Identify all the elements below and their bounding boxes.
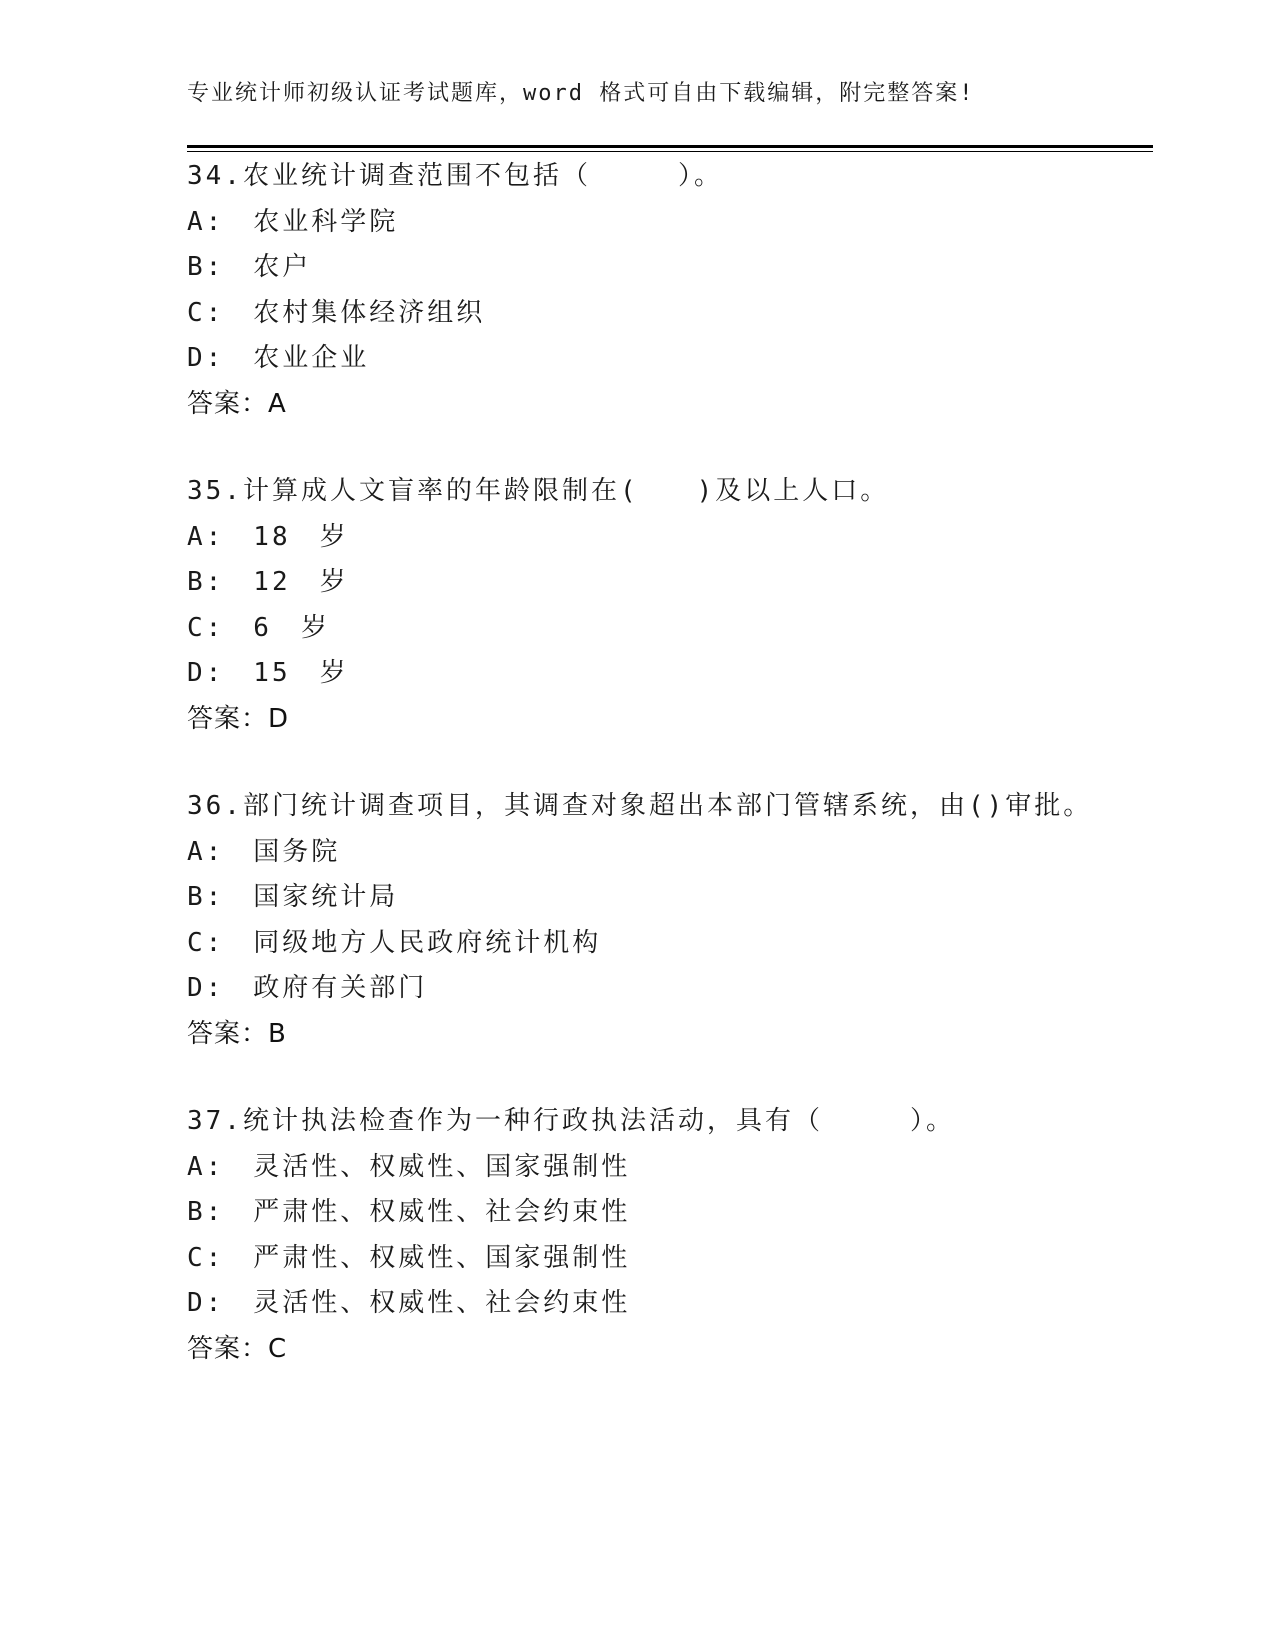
- option-c: C: 同级地方人民政府统计机构: [187, 927, 602, 958]
- option-b: B: 严肃性、权威性、社会约束性: [187, 1197, 631, 1227]
- option-a: A: 农业科学院: [187, 206, 399, 237]
- option-c: C: 6 岁: [187, 612, 330, 643]
- question-34: [187, 154, 1153, 427]
- question-stem: 34.农业统计调查范围不包括（ ）。: [187, 161, 723, 191]
- question-stem: 36.部门统计调查项目，其调查对象超出本部门管辖系统，由()审批。: [187, 791, 1093, 821]
- option-a: A: 国务院: [187, 836, 341, 867]
- question-36: [187, 784, 1153, 1057]
- option-b: B: 12 岁: [187, 567, 349, 597]
- option-d: D: 农业企业: [187, 343, 370, 373]
- answer: 答案：D: [187, 703, 290, 734]
- answer: 答案：A: [187, 388, 287, 419]
- option-b: B: 国家统计局: [187, 882, 399, 912]
- option-c: C: 农村集体经济组织: [187, 297, 486, 328]
- option-b: B: 农户: [187, 252, 312, 282]
- option-c: C: 严肃性、权威性、国家强制性: [187, 1242, 631, 1273]
- answer: 答案：C: [187, 1333, 288, 1364]
- option-d: D: 政府有关部门: [187, 973, 428, 1003]
- question-stem: 37.统计执法检查作为一种行政执法活动，具有（ ）。: [187, 1106, 955, 1136]
- question-stem: 35.计算成人文盲率的年龄限制在( )及以上人口。: [187, 476, 890, 506]
- question-35: [187, 469, 1153, 742]
- question-37: [187, 1099, 1153, 1372]
- option-d: D: 灵活性、权威性、社会约束性: [187, 1288, 631, 1318]
- option-a: A: 灵活性、权威性、国家强制性: [187, 1151, 631, 1182]
- option-a: A: 18 岁: [187, 521, 349, 552]
- header-rule-thick: [187, 145, 1153, 148]
- header-rule-thin: [187, 151, 1153, 152]
- page-header: 专业统计师初级认证考试题库，word 格式可自由下载编辑，附完整答案!: [187, 81, 975, 106]
- answer: 答案：B: [187, 1018, 287, 1049]
- option-d: D: 15 岁: [187, 658, 349, 688]
